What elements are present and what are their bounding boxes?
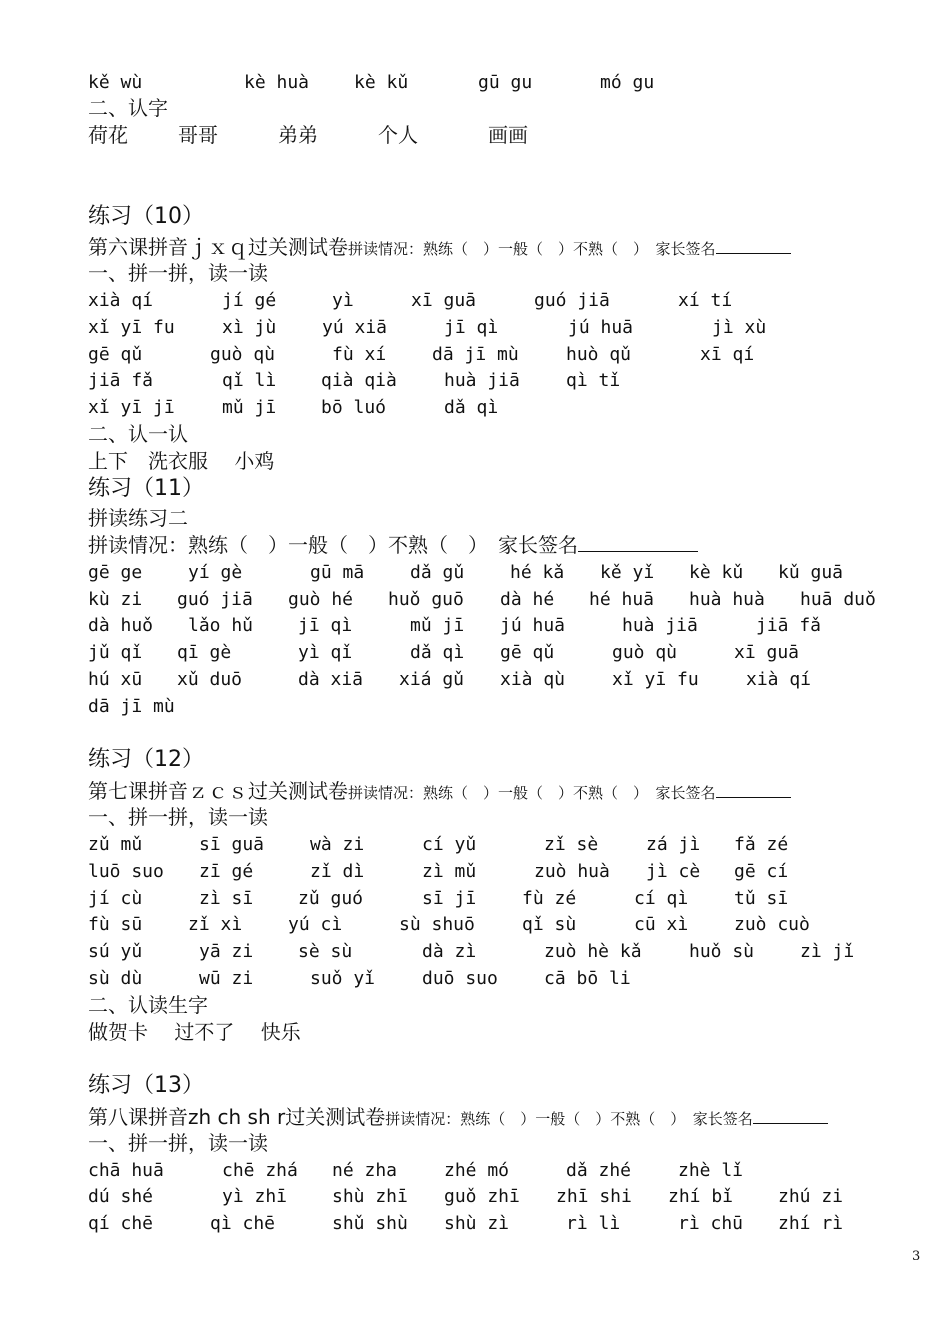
- pinyin-word: zhí rì: [778, 1213, 844, 1234]
- pinyin-word: dà zì: [422, 941, 477, 962]
- page-number: 3: [912, 1249, 921, 1264]
- pinyin-word: xià qí: [88, 290, 154, 311]
- exercise-subtitle: 拼读练习二: [88, 506, 188, 530]
- pinyin-word: huǒ guō: [388, 589, 464, 610]
- pinyin-word: dà huǒ: [88, 615, 154, 636]
- pinyin-word: guó jiā: [534, 290, 610, 311]
- pinyin-word: jú huā: [568, 317, 634, 338]
- pinyin-word: yí gè: [188, 562, 243, 583]
- pinyin-word: guò hé: [288, 589, 354, 610]
- pinyin-word: sù shuō: [399, 914, 475, 935]
- pinyin-word: xià qù: [500, 669, 566, 690]
- character-word: 哥哥: [178, 123, 218, 147]
- pinyin-word: xià qí: [746, 669, 812, 690]
- pinyin-word: yì: [332, 290, 354, 311]
- exercise-title: 练习（13）: [88, 1073, 204, 1098]
- pinyin-word: sú yǔ: [88, 941, 143, 962]
- pinyin-word: fǎ zé: [734, 834, 789, 855]
- pinyin-word: rì chū: [678, 1213, 744, 1234]
- pinyin-word: zì sī: [199, 888, 254, 909]
- section-title: 二、认读生字: [88, 993, 208, 1017]
- pinyin-word: mǔ jī: [222, 397, 277, 418]
- pinyin-word: jī qì: [298, 615, 353, 636]
- reading-status: 拼读情况：熟练（ ）一般（ ）不熟（ ） 家长签名: [348, 240, 716, 258]
- pinyin-word: bō luó: [321, 397, 387, 418]
- signature-line: [716, 235, 791, 254]
- pinyin-word: zǔ mǔ: [88, 834, 143, 855]
- exercise-header: [88, 1103, 828, 1131]
- pinyin-word: hé huā: [589, 589, 655, 610]
- pinyin-word: yú xiā: [322, 317, 388, 338]
- pinyin-word: dǎ qì: [444, 397, 499, 418]
- pinyin-word: fù sū: [88, 914, 143, 935]
- pinyin-word: kè kǔ: [689, 562, 744, 583]
- pinyin-word: kè kǔ: [354, 72, 409, 93]
- character-word: 画画: [488, 123, 528, 147]
- pinyin-word: xī qí: [700, 344, 755, 365]
- pinyin-word: xī guā: [734, 642, 800, 663]
- pinyin-word: sè sù: [298, 941, 353, 962]
- pinyin-word: shǔ shù: [332, 1213, 408, 1234]
- pinyin-word: dā jī mù: [88, 696, 175, 717]
- pinyin-word: wà zi: [310, 834, 365, 855]
- pinyin-word: suǒ yǐ: [310, 968, 376, 989]
- pinyin-word: huò qǔ: [566, 344, 632, 365]
- pinyin-word: zhé mó: [444, 1160, 510, 1181]
- pinyin-word: kě wù: [88, 72, 143, 93]
- pinyin-word: xǐ yī fu: [612, 669, 699, 690]
- exercise-subtitle: 第六课拼音ｊｘｑ过关测试卷: [88, 235, 348, 259]
- pinyin-word: qià qià: [321, 370, 397, 391]
- pinyin-word: yì zhī: [222, 1186, 288, 1207]
- pinyin-word: qì chē: [210, 1213, 276, 1234]
- pinyin-word: gē cí: [734, 861, 789, 882]
- reading-status: 拼读情况：熟练（ ）一般（ ）不熟（ ） 家长签名: [385, 1110, 753, 1128]
- pinyin-word: zǐ sè: [544, 834, 599, 855]
- pinyin-word: qì tǐ: [566, 370, 621, 391]
- reading-status: 拼读情况：熟练（ ）一般（ ）不熟（ ） 家长签名: [88, 533, 578, 557]
- pinyin-word: xǐ yī jī: [88, 397, 175, 418]
- pinyin-word: zì jǐ: [800, 941, 855, 962]
- pinyin-word: sī jī: [422, 888, 477, 909]
- reading-status-row: [88, 531, 698, 559]
- pinyin-word: jiā fǎ: [88, 370, 154, 391]
- pinyin-word: dǎ qì: [410, 642, 465, 663]
- pinyin-word: xí tí: [678, 290, 733, 311]
- pinyin-word: zá jì: [646, 834, 701, 855]
- pinyin-word: luō suo: [88, 861, 164, 882]
- pinyin-word: wū zi: [199, 968, 254, 989]
- section-title: 一、拼一拼，读一读: [88, 805, 268, 829]
- pinyin-word: zhī shi: [556, 1186, 632, 1207]
- pinyin-word: zǔ guó: [298, 888, 364, 909]
- pinyin-word: fù zé: [522, 888, 577, 909]
- pinyin-word: huā duǒ: [800, 589, 876, 610]
- pinyin-word: zhí bǐ: [668, 1186, 734, 1207]
- exercise-title: 练习（11）: [88, 476, 204, 501]
- pinyin-word: sù dù: [88, 968, 143, 989]
- pinyin-word: jí gé: [222, 290, 277, 311]
- pinyin-word: cí qì: [634, 888, 689, 909]
- pinyin-word: zuò cuò: [734, 914, 810, 935]
- pinyin-word: hé kǎ: [510, 562, 565, 583]
- pinyin-word: qí chē: [88, 1213, 154, 1234]
- pinyin-word: né zha: [332, 1160, 398, 1181]
- pinyin-word: yì qǐ: [298, 642, 353, 663]
- signature-line: [716, 779, 791, 798]
- pinyin-word: yā zi: [199, 941, 254, 962]
- pinyin-word: zuò hè kǎ: [544, 941, 642, 962]
- pinyin-word: jì cè: [646, 861, 701, 882]
- pinyin-word: dǎ zhé: [566, 1160, 632, 1181]
- pinyin-word: sī guā: [199, 834, 265, 855]
- pinyin-word: xǐ yī fu: [88, 317, 175, 338]
- character-word: 弟弟: [278, 123, 318, 147]
- pinyin-word: chā huā: [88, 1160, 164, 1181]
- character-word: 个人: [378, 123, 418, 147]
- pinyin-word: dǎ gǔ: [410, 562, 465, 583]
- pinyin-word: zǐ xì: [188, 914, 243, 935]
- pinyin-word: yú cì: [288, 914, 343, 935]
- pinyin-word: gē ge: [88, 562, 143, 583]
- pinyin-word: zī gé: [199, 861, 254, 882]
- pinyin-word: chē zhá: [222, 1160, 298, 1181]
- exercise-header: [88, 777, 791, 805]
- pinyin-word: jí cù: [88, 888, 143, 909]
- pinyin-word: zuò huà: [534, 861, 610, 882]
- exercise-subtitle: 第八课拼音zh ch sh r过关测试卷: [88, 1105, 386, 1129]
- exercise-header: [88, 233, 791, 261]
- pinyin-word: tǔ sī: [734, 888, 789, 909]
- pinyin-word: zhè lǐ: [678, 1160, 744, 1181]
- section-title: 一、拼一拼，读一读: [88, 1131, 268, 1155]
- pinyin-word: shù zì: [444, 1213, 510, 1234]
- pinyin-word: zì mǔ: [422, 861, 477, 882]
- pinyin-word: duō suo: [422, 968, 498, 989]
- pinyin-word: kě yǐ: [600, 562, 655, 583]
- pinyin-word: gē qǔ: [88, 344, 143, 365]
- pinyin-word: dā jī mù: [432, 344, 519, 365]
- pinyin-word: guó jiā: [177, 589, 253, 610]
- pinyin-word: shù zhī: [332, 1186, 408, 1207]
- pinyin-word: hú xū: [88, 669, 143, 690]
- pinyin-word: fù xí: [332, 344, 387, 365]
- pinyin-word: guǒ zhī: [444, 1186, 520, 1207]
- pinyin-word: gū gu: [478, 72, 533, 93]
- pinyin-word: huǒ sù: [689, 941, 755, 962]
- character-row: 做贺卡 过不了 快乐: [88, 1020, 301, 1044]
- character-word: 荷花: [88, 123, 128, 147]
- pinyin-word: jī qì: [444, 317, 499, 338]
- pinyin-word: kù zi: [88, 589, 143, 610]
- pinyin-word: dà hé: [500, 589, 555, 610]
- pinyin-word: lǎo hǔ: [188, 615, 254, 636]
- character-row: 上下 洗衣服 小鸡: [88, 449, 275, 473]
- pinyin-word: gū mā: [310, 562, 365, 583]
- pinyin-word: cā bō li: [544, 968, 631, 989]
- exercise-title: 练习（10）: [88, 204, 204, 229]
- pinyin-word: gē qǔ: [500, 642, 555, 663]
- pinyin-word: kǔ guā: [778, 562, 844, 583]
- pinyin-word: qī gè: [177, 642, 232, 663]
- pinyin-word: zhú zi: [778, 1186, 844, 1207]
- pinyin-word: huà jiā: [444, 370, 520, 391]
- pinyin-word: cí yǔ: [422, 834, 477, 855]
- pinyin-word: xǔ duō: [177, 669, 243, 690]
- pinyin-word: dú shé: [88, 1186, 154, 1207]
- pinyin-word: xī guā: [411, 290, 477, 311]
- pinyin-word: huà huà: [689, 589, 765, 610]
- pinyin-word: guò qù: [612, 642, 678, 663]
- pinyin-word: rì lì: [566, 1213, 621, 1234]
- pinyin-word: jǔ qǐ: [88, 642, 143, 663]
- signature-line: [578, 533, 698, 552]
- pinyin-word: jú huā: [500, 615, 566, 636]
- pinyin-word: huà jiā: [622, 615, 698, 636]
- signature-line: [753, 1105, 828, 1124]
- pinyin-word: dà xiā: [298, 669, 364, 690]
- pinyin-word: qǐ lì: [222, 370, 277, 391]
- section-title: 二、认一认: [88, 422, 188, 446]
- pinyin-word: cū xì: [634, 914, 689, 935]
- pinyin-word: jiā fǎ: [756, 615, 822, 636]
- exercise-title: 练习（12）: [88, 747, 204, 772]
- section-title: 二、认字: [88, 96, 168, 120]
- pinyin-word: zǐ dì: [310, 861, 365, 882]
- pinyin-word: guò qù: [210, 344, 276, 365]
- pinyin-word: mǔ jī: [410, 615, 465, 636]
- pinyin-word: xiá gǔ: [399, 669, 465, 690]
- pinyin-word: qǐ sù: [522, 914, 577, 935]
- pinyin-word: kè huà: [244, 72, 310, 93]
- section-title: 一、拼一拼，读一读: [88, 261, 268, 285]
- reading-status: 拼读情况：熟练（ ）一般（ ）不熟（ ） 家长签名: [348, 784, 716, 802]
- pinyin-word: xì jù: [222, 317, 277, 338]
- pinyin-word: jì xù: [712, 317, 767, 338]
- pinyin-word: mó gu: [600, 72, 655, 93]
- exercise-subtitle: 第七课拼音ｚｃｓ过关测试卷: [88, 779, 348, 803]
